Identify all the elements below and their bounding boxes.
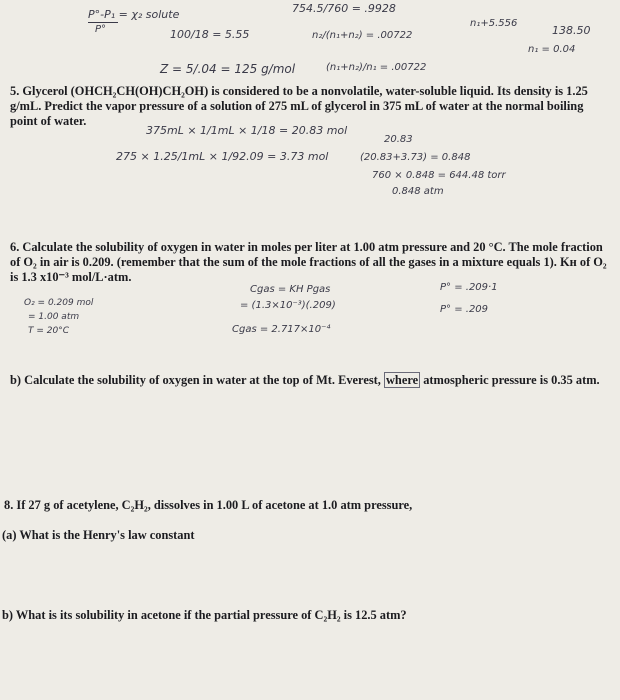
q6-part-b-prefix: b) Calculate the solubility of oxygen in water at the top of Mt. Everest,	[10, 373, 384, 387]
q5-work-glycerol: 275 × 1.25/1mL × 1/92.09 = 3.73 mol	[116, 150, 329, 163]
hw-n1-val: n₁ = 0.04	[528, 44, 576, 55]
hw-raoult-eq: P°-P₁ = χ₂ solute	[88, 8, 180, 21]
question8-part-a: (a) What is the Henry's law constant	[2, 528, 195, 542]
hw-n-sum: n₁+5.556	[470, 18, 518, 29]
hw-raoult-denominator: P°	[95, 24, 107, 35]
hw-mole-frac-eq: n₂/(n₁+n₂) = .00722	[312, 30, 413, 41]
q6-work-p2: P° = .209	[440, 304, 489, 315]
q5-work-answer: 0.848 atm	[392, 186, 444, 197]
q6-work-given1: O₂ = 0.209 mol	[24, 298, 94, 308]
q5-work-vp: 760 × 0.848 = 644.48 torr	[372, 170, 506, 181]
hw-n-result: 138.50	[552, 24, 591, 37]
question6-part-b	[10, 373, 614, 388]
hw-frac-100-18: 100/18 = 5.55	[170, 28, 250, 41]
q6-work-given3: T = 20°C	[28, 326, 69, 336]
q6-work-p1: P° = .209·1	[440, 282, 498, 293]
question8-text: 8. If 27 g of acetylene, C₂H₂, dissolves in 1.00 L of acetone at 1.0 atm pressure,	[4, 498, 413, 512]
hw-frac-754-760: 754.5/760 = .9928	[292, 2, 396, 15]
q6-work-given2: = 1.00 atm	[28, 312, 80, 322]
q6-work-sub: = (1.3×10⁻³)(.209)	[240, 300, 336, 311]
question8-part-b: b) What is its solubility in acetone if the partial pressure of C₂H₂ is 12.5 atm?	[2, 608, 407, 622]
q5-work-water: 375mL × 1/1mL × 1/18 = 20.83 mol	[146, 124, 348, 137]
q5-work-ratio-top: 20.83	[384, 134, 413, 145]
hw-mole-frac-eq2: (n₁+n₂)/n₁ = .00722	[326, 62, 427, 73]
question6-text: 6. Calculate the solubility of oxygen in water in moles per liter at 1.00 atm pressure and 20 °C. The mole fraction of O₂ in air is 0.209. (remember that the sum of the mole fractions of all the gases in a mixture equals 1). Kʜ of O₂ is 1.3 x10⁻³ mol/L·atm.	[10, 240, 607, 284]
hw-z-calc: Z = 5/.04 = 125 g/mol	[160, 62, 296, 76]
q6-work-henry: Cgas = KH Pgas	[250, 284, 331, 295]
q6-part-b-suffix: atmospheric pressure is 0.35 atm.	[420, 373, 600, 387]
q5-work-ratio: (20.83+3.73) = 0.848	[360, 152, 471, 163]
q6-work-result: Cgas = 2.717×10⁻⁴	[232, 324, 331, 335]
q6-part-b-boxed-word: where	[385, 373, 419, 387]
hw-fraction-bar	[88, 22, 118, 23]
question5-text: 5. Glycerol (OHCH₂CH(OH)CH₂OH) is considered to be a nonvolatile, water-soluble liquid. Its density is 1.25 g/mL. Predict the vapor pressure of a solution of 275 mL of glycerol in 375 mL of water at the normal boiling point of water.	[10, 84, 588, 128]
